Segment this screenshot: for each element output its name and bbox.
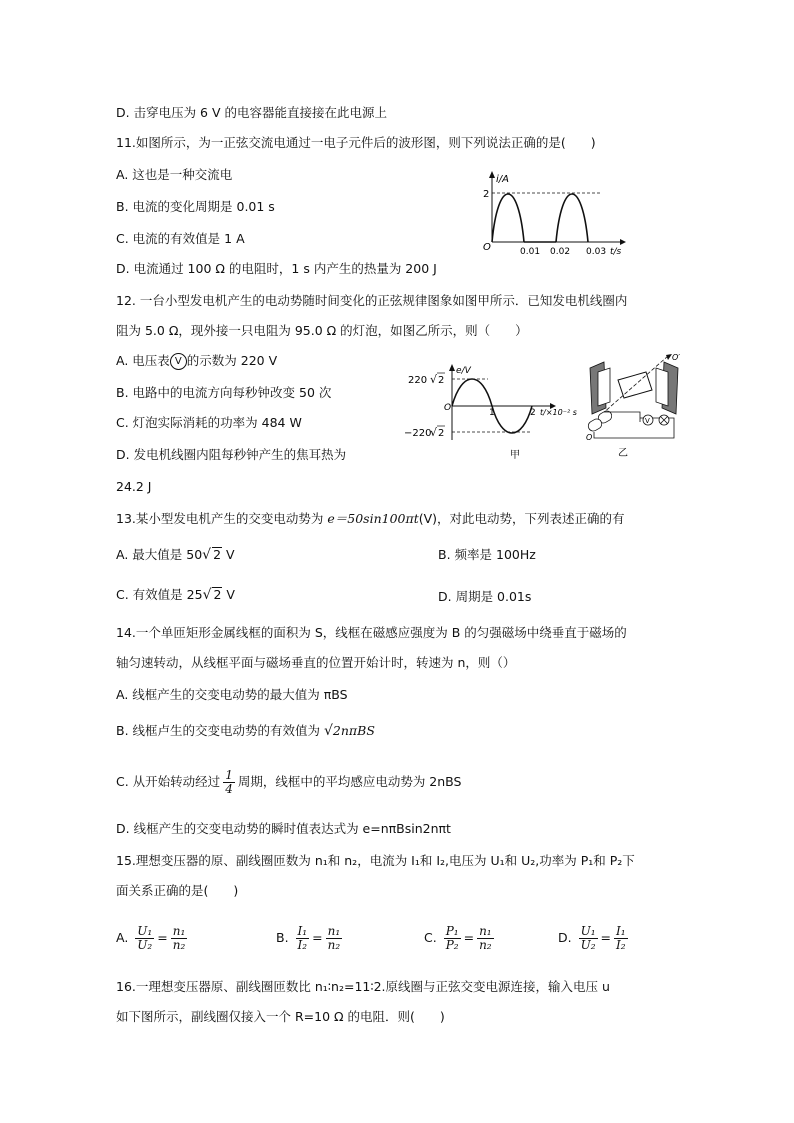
q14-stem-line1: 14.一个单匝矩形金属线框的面积为 S，线框在磁感应强度为 B 的匀强磁场中绕垂直于磁场的 xyxy=(116,625,627,640)
q12-graph-x2: 2 xyxy=(530,408,536,418)
voltmeter-symbol: V xyxy=(170,353,187,370)
q13-option-b: B. 频率是 100Hz xyxy=(438,547,536,562)
q11-graph-xtick-3: 0.03 xyxy=(586,247,607,256)
q14-option-c-suffix: 周期，线框中的平均感应电动势为 2nBS xyxy=(237,774,462,789)
q15-frac-num: n₁ xyxy=(172,924,186,938)
q14-option-b-prefix: B. 线框卢生的交变电动势的有效值为 xyxy=(116,723,324,738)
q13-option-c-unit: V xyxy=(222,587,235,602)
q15-option-label: D. xyxy=(558,930,572,945)
q12-graph-xlabel: t/×10⁻² s xyxy=(540,408,577,417)
q15-frac-num: P₁ xyxy=(445,924,459,938)
q15-frac-num: U₁ xyxy=(580,924,596,938)
q13-formula: e＝50sin100πt xyxy=(327,511,419,526)
q11-stem: 11.如图所示，为一正弦交流电通过一电子元件后的波形图，则下列说法正确的是( ) xyxy=(116,135,596,150)
q15-stem-line1: 15.理想变压器的原、副线圈匝数为 n₁和 n₂，电流为 I₁和 I₂,电压为 U₁和 U₂,功率为 P₁和 P₂下 xyxy=(116,853,635,868)
q15-frac-den: n₂ xyxy=(479,938,492,952)
q15-option-b-left-fraction xyxy=(296,925,310,952)
q11-option-d: D. 电流通过 100 Ω 的电阻时，1 s 内产生的热量为 200 J xyxy=(116,261,437,276)
q15-frac-den: U₂ xyxy=(137,938,153,952)
svg-text:√: √ xyxy=(430,373,438,386)
q12-graph-ybot: −220 xyxy=(404,428,432,439)
q10-option-d: D. 击穿电压为 6 V 的电容器能直接接在此电源上 xyxy=(116,105,387,120)
q12-graph-origin: O xyxy=(444,403,452,413)
q12-graph-ybot-rad: 2 xyxy=(438,428,445,439)
q15-option-b: B. $\frac{\text{I₁}}{\text{I₂}}$ = $\frac{\text{n₁}}{\text{n₂}}$ xyxy=(276,924,341,952)
q11-graph-xtick-2: 0.02 xyxy=(550,247,571,256)
q15-option-d: D. $\frac{\text{U₁}}{\text{U₂}}$ = $\frac{\text{I₁}}{\text{I₂}}$ xyxy=(558,924,626,952)
q15-frac-den: n₂ xyxy=(172,938,186,952)
q15-frac-num: U₁ xyxy=(137,924,153,938)
q12-option-a-prefix: A. 电压表 xyxy=(116,353,170,368)
q12-fig2-label-o: O xyxy=(586,433,593,442)
q15-option-a-left-fraction xyxy=(135,925,154,952)
q11-option-b: B. 电流的变化周期是 0.01 s xyxy=(116,199,275,214)
q12-fig2-meter: V xyxy=(645,417,650,425)
q15-option-d-left-fraction xyxy=(579,925,598,952)
q13-stem xyxy=(116,510,625,528)
q11-graph-xlabel: t/s xyxy=(610,247,622,256)
q14-option-c-fraction xyxy=(223,769,235,796)
q14-option-b-formula: 2nπBS xyxy=(332,723,375,738)
q12-generator-figure xyxy=(584,350,690,460)
q15-stem-line2: 面关系正确的是( ) xyxy=(116,883,239,898)
q11-graph-xtick-1: 0.01 xyxy=(520,247,541,256)
q15-option-b-right-fraction xyxy=(326,925,343,952)
q15-option-a-right-fraction xyxy=(171,925,188,952)
q12-option-a-suffix: 的示数为 220 V xyxy=(186,353,278,368)
q11-option-c: C. 电流的有效值是 1 A xyxy=(116,231,245,246)
q13-option-a-radicand: 2 xyxy=(213,547,222,562)
q13-option-a-unit: V xyxy=(222,547,235,562)
q15-frac-den: n₂ xyxy=(327,938,341,952)
q12-graph-ylabel: e/V xyxy=(456,366,471,376)
q15-option-c-left-fraction xyxy=(444,925,461,952)
q11-waveform-graph xyxy=(470,170,630,256)
q13-option-c-prefix: C. 有效值是 25 xyxy=(116,587,203,602)
q12-option-d-cont: 24.2 J xyxy=(116,479,152,494)
q11-graph-ylabel: i/A xyxy=(496,174,509,185)
q16-stem-line2: 如下图所示，副线圈仅接入一个 R=10 Ω 的电阻．则( ) xyxy=(116,1009,445,1024)
q13-stem-suffix: (V)，对此电动势，下列表述正确的有 xyxy=(418,511,625,526)
q15-option-c-right-fraction xyxy=(477,925,494,952)
q11-graph-origin: O xyxy=(483,242,491,253)
q12-option-b: B. 电路中的电流方向每秒钟改变 50 次 xyxy=(116,385,332,400)
q15-option-label: C. xyxy=(424,930,437,945)
q15-option-label: A. xyxy=(116,930,129,945)
q13-stem-prefix: 13.某小型发电机产生的交变电动势为 xyxy=(116,511,328,526)
q13-option-a-prefix: A. 最大值是 50 xyxy=(116,547,203,562)
q15-frac-den: I₂ xyxy=(297,938,308,952)
q15-option-a: A. $\frac{\text{U₁}}{\text{U₂}}$ = $\frac{\text{n₁}}{\text{n₂}}$ xyxy=(116,924,186,952)
q15-frac-den: P₂ xyxy=(445,938,459,952)
q12-option-d: D. 发电机线圈内阻每秒钟产生的焦耳热为 xyxy=(116,447,347,462)
q12-graph-ytop: 220 xyxy=(408,375,428,386)
q12-fig2-label-o2: O′ xyxy=(672,353,681,362)
q11-option-a: A. 这也是一种交流电 xyxy=(116,167,233,182)
q15-option-label: B. xyxy=(276,930,289,945)
q15-frac-num: I₁ xyxy=(616,924,626,938)
q15-frac-num: I₁ xyxy=(297,924,308,938)
svg-text:√: √ xyxy=(430,426,438,439)
q13-option-a: A. 最大值是 50√ 2 V xyxy=(116,547,235,563)
q14-fraction-denominator: 4 xyxy=(225,782,233,796)
q15-option-c: C. $\frac{\text{P₁}}{\text{P₂}}$ = $\frac{\text{n₁}}{\text{n₂}}$ xyxy=(424,924,492,952)
q15-frac-num: n₁ xyxy=(479,924,492,938)
q12-option-c: C. 灯泡实际消耗的功率为 484 W xyxy=(116,415,302,430)
q14-option-b: B. 线框卢生的交变电动势的有效值为 √2nπBS xyxy=(116,723,375,739)
q13-option-c: C. 有效值是 25√ 2 V xyxy=(116,587,235,603)
q12-stem-line1: 12. 一台小型发电机产生的电动势随时间变化的正弦规律图象如图甲所示．已知发电机线圈内 xyxy=(116,293,628,308)
q11-graph-ytick: 2 xyxy=(483,189,490,200)
q13-option-c-radicand: 2 xyxy=(213,587,222,602)
q15-frac-num: n₁ xyxy=(327,924,341,938)
q12-graph-caption: 甲 xyxy=(510,450,520,461)
q13-option-d: D. 周期是 0.01s xyxy=(438,589,532,604)
q16-stem-line1: 16.一理想变压器原、副线圈匝数比 n₁∶n₂=11∶2.原线圈与正弦交变电源连接，输入电压 u xyxy=(116,979,610,994)
q14-option-c-prefix: C. 从开始转动经过 xyxy=(116,774,221,789)
q12-option-a xyxy=(116,352,277,370)
q12-fig2-caption: 乙 xyxy=(618,448,628,459)
q14-fraction-numerator: 1 xyxy=(225,768,233,782)
q12-graph-ytop-rad: 2 xyxy=(438,375,445,386)
q14-option-c xyxy=(116,764,461,800)
q14-option-d: D. 线框产生的交变电动势的瞬时值表达式为 e=nπBsin2nπt xyxy=(116,821,451,836)
q15-frac-den: I₂ xyxy=(616,938,626,952)
q12-stem-line2: 阻为 5.0 Ω，现外接一只电阻为 95.0 Ω 的灯泡，如图乙所示，则（ ） xyxy=(116,323,528,338)
q15-option-d-right-fraction xyxy=(614,925,628,952)
q14-option-a: A. 线框产生的交变电动势的最大值为 πBS xyxy=(116,687,348,702)
q12-emf-graph xyxy=(404,364,584,462)
q14-stem-line2: 轴匀速转动，从线框平面与磁场垂直的位置开始计时，转速为 n，则（） xyxy=(116,655,516,670)
q15-frac-den: U₂ xyxy=(580,938,596,952)
q12-graph-x1: 1 xyxy=(489,408,495,418)
